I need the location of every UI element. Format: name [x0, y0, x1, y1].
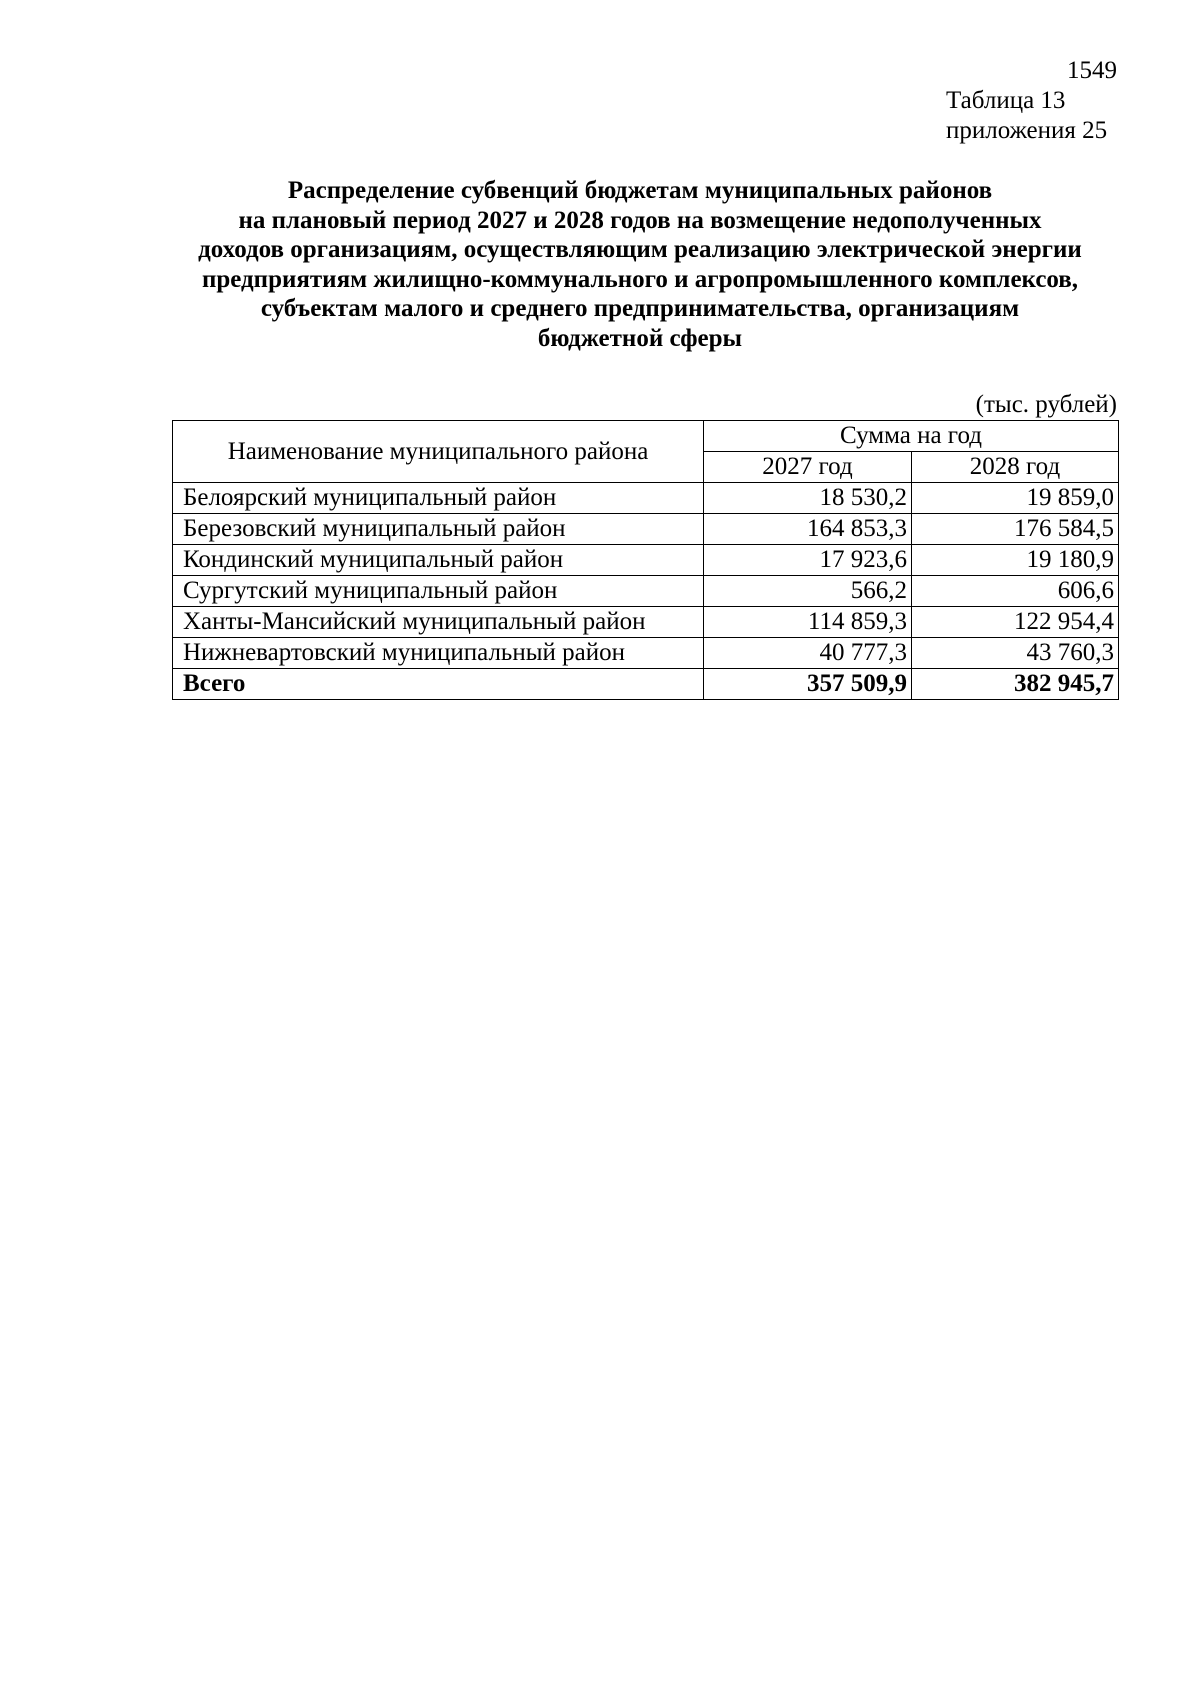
column-header-2027: 2027 год [704, 452, 912, 483]
amount-2027-cell: 566,2 [704, 576, 912, 607]
title-line: доходов организациям, осуществляющим реализацию электрической энергии [198, 236, 1082, 263]
total-2028-cell: 382 945,7 [912, 669, 1119, 700]
table-label: Таблица 13 [946, 87, 1066, 114]
subsidy-distribution-table [172, 420, 1119, 700]
units-label: (тыс. рублей) [975, 391, 1117, 418]
amount-2028-cell: 19 859,0 [912, 483, 1119, 514]
title-line: предприятиям жилищно-коммунального и агропромышленного комплексов, [201, 265, 1079, 293]
page-number: 1549 [1067, 57, 1117, 84]
amount-2028-cell: 122 954,4 [912, 607, 1119, 638]
total-label-cell: Всего [173, 669, 704, 700]
district-name-cell: Ханты-Мансийский муниципальный район [173, 607, 704, 638]
title-line: бюджетной сферы [537, 324, 743, 352]
table-row [173, 483, 1119, 514]
title-line: на плановый период 2027 и 2028 годов на возмещение недополученных [238, 206, 1042, 234]
amount-2027-cell: 164 853,3 [704, 514, 912, 545]
table-reference [946, 86, 1107, 146]
title-line: Распределение субвенций бюджетам муниципальных районов [287, 177, 993, 204]
amount-2028-cell: 19 180,9 [912, 545, 1119, 576]
amount-2027-cell: 114 859,3 [704, 607, 912, 638]
column-header-annual-sum: Сумма на год [704, 421, 1119, 452]
table-row [173, 607, 1119, 638]
amount-2028-cell: 43 760,3 [912, 638, 1119, 669]
table-header-row [173, 421, 1119, 452]
total-2027-cell: 357 509,9 [704, 669, 912, 700]
district-name-cell: Белоярский муниципальный район [173, 483, 704, 514]
amount-2027-cell: 40 777,3 [704, 638, 912, 669]
amount-2027-cell: 17 923,6 [704, 545, 912, 576]
table-row [173, 576, 1119, 607]
document-title [160, 176, 1120, 353]
column-header-district-name: Наименование муниципального района [173, 421, 704, 483]
district-name-cell: Кондинский муниципальный район [173, 545, 704, 576]
amount-2028-cell: 606,6 [912, 576, 1119, 607]
table-row [173, 545, 1119, 576]
amount-2027-cell: 18 530,2 [704, 483, 912, 514]
district-name-cell: Березовский муниципальный район [173, 514, 704, 545]
district-name-cell: Нижневартовский муниципальный район [173, 638, 704, 669]
table-row [173, 638, 1119, 669]
appendix-label: приложения 25 [946, 117, 1108, 144]
table-row [173, 514, 1119, 545]
column-header-2028: 2028 год [912, 452, 1119, 483]
district-name-cell: Сургутский муниципальный район [173, 576, 704, 607]
title-line: субъектам малого и среднего предпринимательства, организациям [260, 295, 1020, 322]
amount-2028-cell: 176 584,5 [912, 514, 1119, 545]
table-total-row [173, 669, 1119, 700]
